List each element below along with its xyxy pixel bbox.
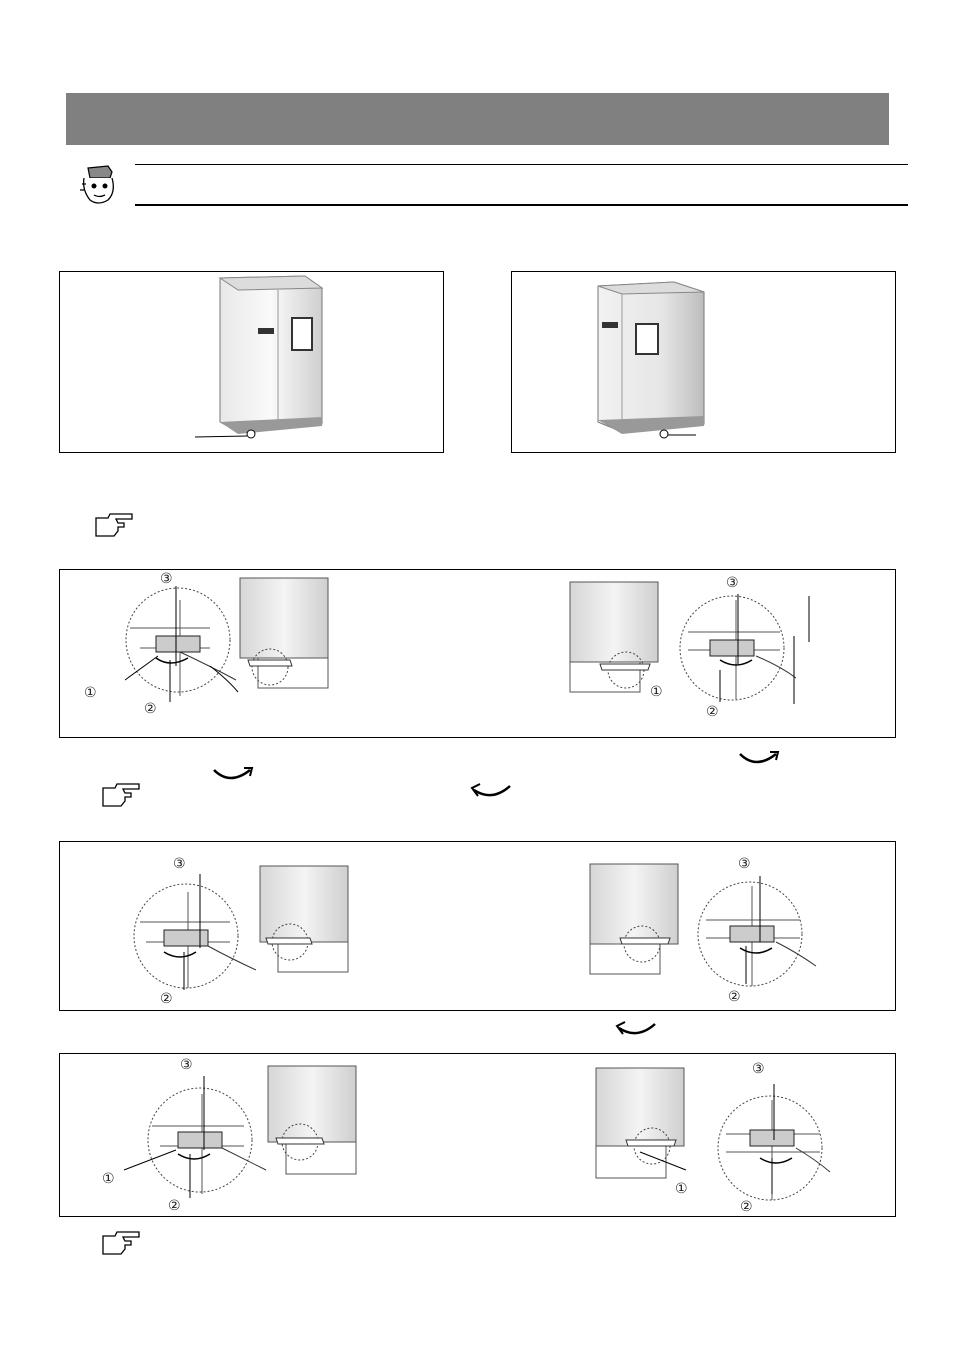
figure-door-adjust-3 <box>59 1053 896 1217</box>
marker-2: ② <box>160 991 173 1007</box>
figure-fridge-left-leg <box>59 271 444 453</box>
marker-3: ③ <box>160 571 173 587</box>
marker-3: ③ <box>180 1057 193 1073</box>
marker-2: ② <box>706 704 719 720</box>
figure-door-adjust-1 <box>59 569 896 738</box>
curved-arrow-icon <box>210 766 254 786</box>
pointing-hand-icon <box>101 782 141 808</box>
marker-2: ② <box>728 989 741 1005</box>
marker-3: ③ <box>173 856 186 872</box>
note-rule-top <box>135 164 908 165</box>
marker-2: ② <box>740 1199 753 1215</box>
marker-1: ① <box>650 684 663 700</box>
figure-door-adjust-2 <box>59 841 896 1011</box>
curved-arrow-icon <box>736 750 780 770</box>
marker-3: ③ <box>752 1061 765 1077</box>
curved-arrow-icon <box>470 782 514 802</box>
marker-1: ① <box>675 1181 688 1197</box>
marker-1: ① <box>84 685 97 701</box>
figure-fridge-right-leg <box>511 271 896 453</box>
curved-arrow-icon <box>615 1020 659 1040</box>
marker-2: ② <box>144 701 157 717</box>
marker-1: ① <box>102 1171 115 1187</box>
marker-3: ③ <box>738 856 751 872</box>
pointing-hand-icon <box>94 512 134 538</box>
technician-head-icon <box>78 164 124 208</box>
pointing-hand-icon <box>101 1230 141 1256</box>
marker-2: ② <box>168 1198 181 1214</box>
section-title-bar <box>66 93 889 145</box>
note-rule-bottom <box>135 204 908 206</box>
marker-3: ③ <box>726 575 739 591</box>
